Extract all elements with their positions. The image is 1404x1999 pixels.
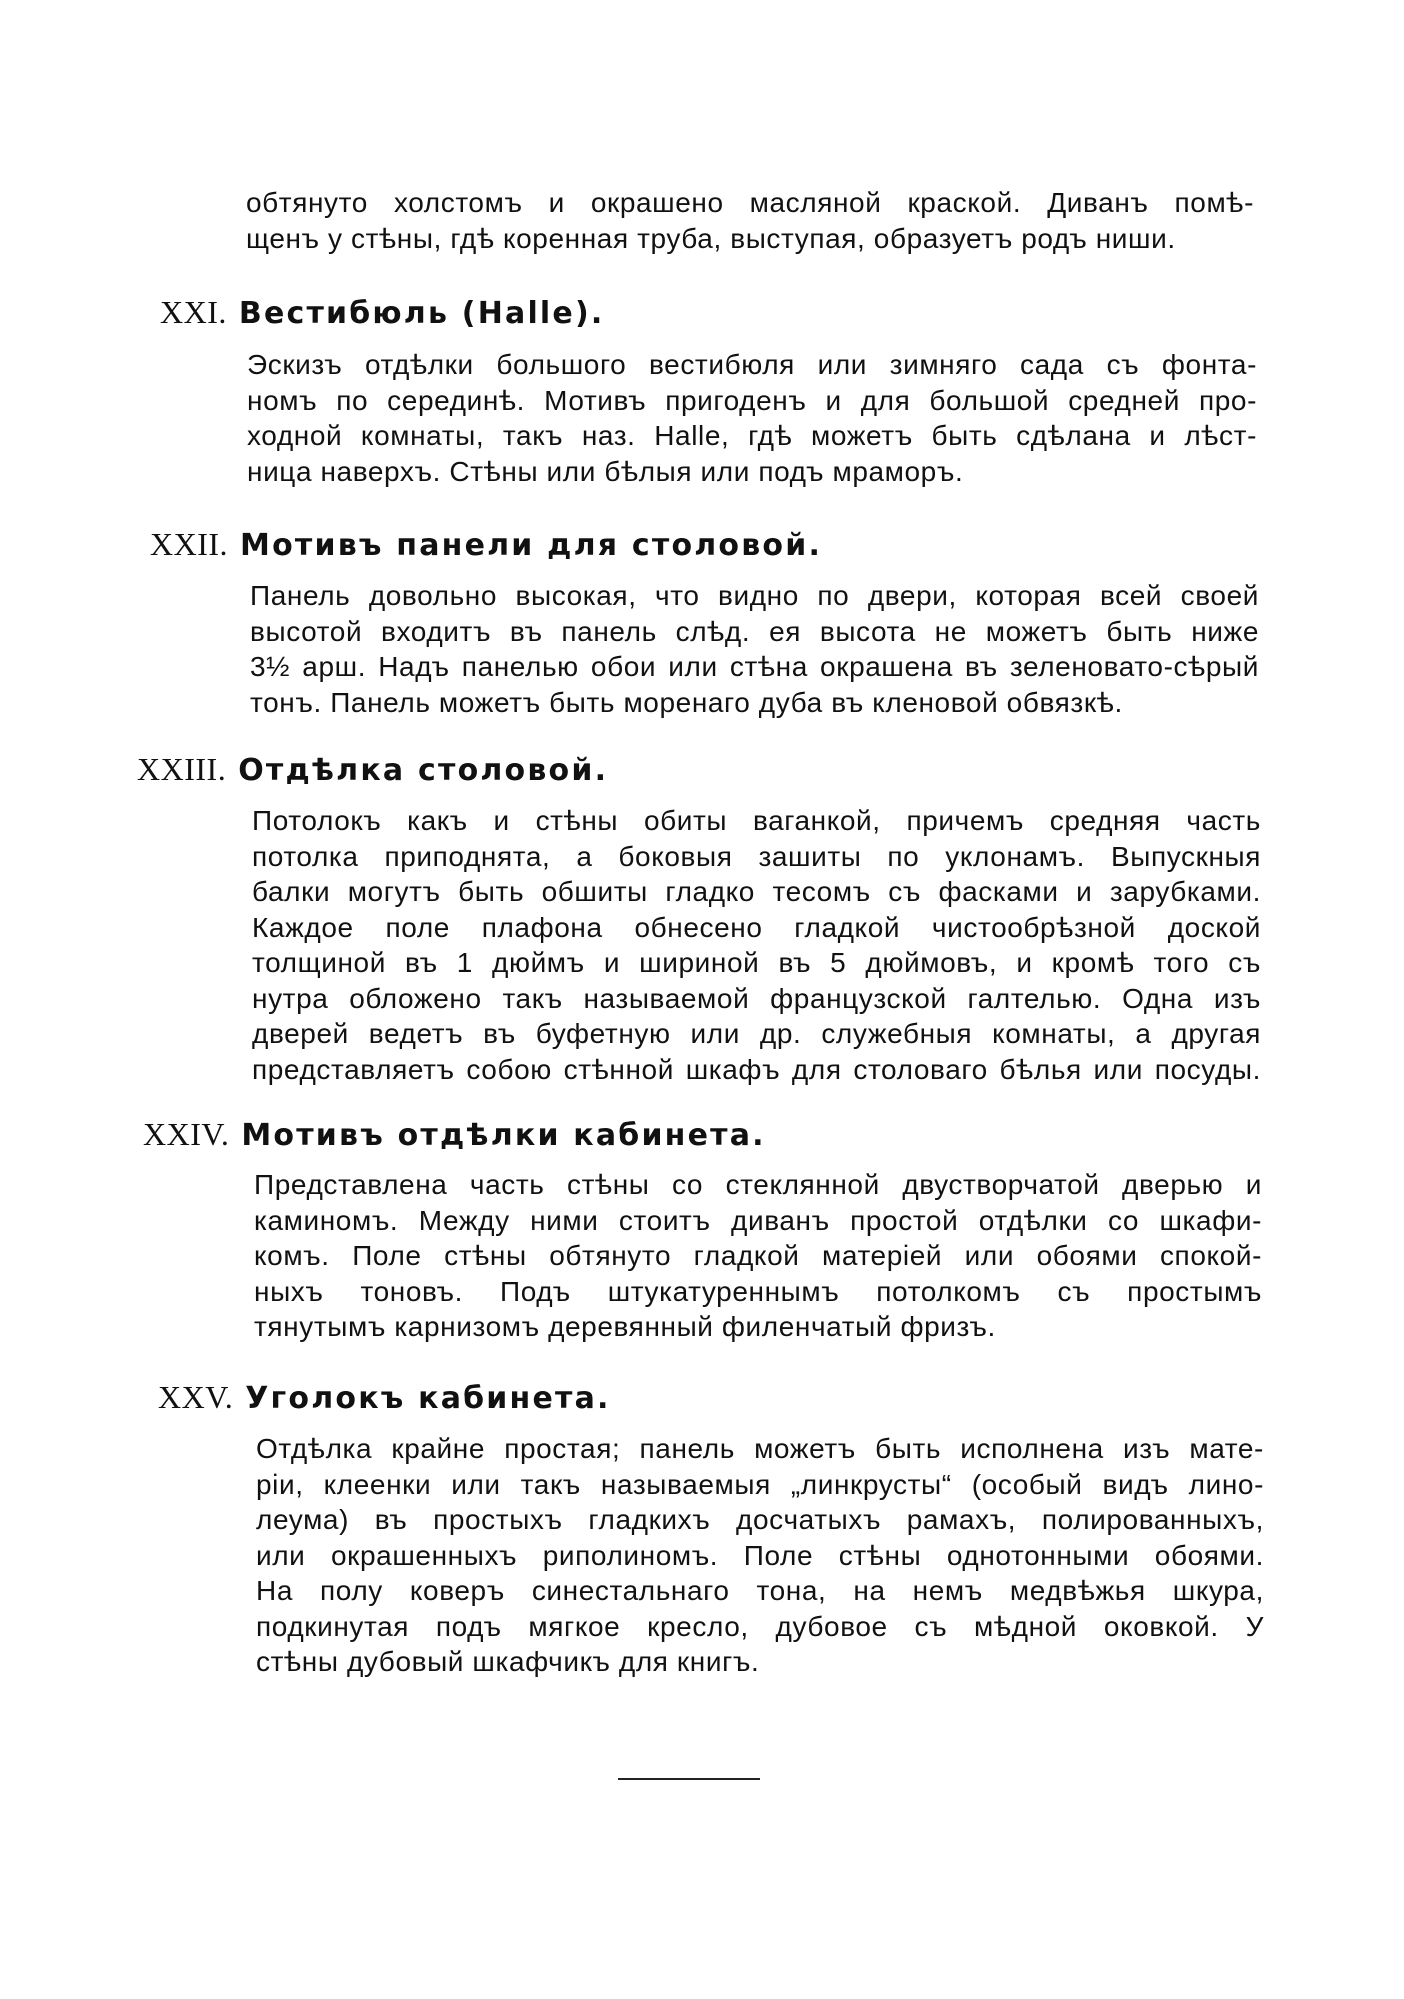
text-line: дверей ведетъ въ буфетную или др. служебныя комнаты, а другая — [252, 1018, 1261, 1049]
text-line: комъ. Поле стѣны обтянуто гладкой матеріей или обоями спокой- — [254, 1240, 1262, 1271]
section-numeral: XXI. — [160, 294, 227, 330]
text-line: ница наверхъ. Стѣны или бѣлыя или подъ мраморъ. — [247, 455, 964, 487]
section-paragraph-xxi — [247, 347, 1257, 489]
text-line: представляетъ собою стѣнной шкафъ для столоваго бѣлья или посуды. — [252, 1053, 1261, 1085]
section-numeral: XXIII. — [137, 751, 227, 787]
section-paragraph-xxv — [256, 1431, 1264, 1680]
section-heading-xxv — [158, 1379, 611, 1416]
section-numeral: XXIV. — [143, 1116, 230, 1152]
text-line: толщиной въ 1 дюймъ и шириной въ 5 дюймовъ, и кромѣ того съ — [252, 947, 1261, 978]
text-line: тянутымъ карнизомъ деревянный филенчатый фризъ. — [254, 1311, 996, 1342]
text-line: номъ по серединѣ. Мотивъ пригоденъ и для большой средней про- — [247, 384, 1257, 416]
section-paragraph-xxiv — [254, 1167, 1262, 1345]
section-title: Мотивъ панели для столовой. — [240, 528, 823, 563]
text-line: подкинутая подъ мягкое кресло, дубовое съ мѣдной оковкой. У — [256, 1610, 1264, 1642]
intro-paragraph — [246, 185, 1254, 256]
section-heading-xxiv — [143, 1116, 766, 1153]
text-line: Панель довольно высокая, что видно по двери, которая всей своей — [250, 580, 1259, 611]
text-line: щенъ у стѣны, гдѣ коренная труба, выступая, образуетъ родъ ниши. — [246, 222, 1176, 254]
text-line: каминомъ. Между ними стоитъ диванъ простой отдѣлки со шкафи- — [254, 1204, 1262, 1236]
section-heading-xxi — [160, 294, 604, 331]
section-numeral: XXV. — [158, 1379, 234, 1415]
text-line: Каждое поле плафона обнесено гладкой чистообрѣзной доской — [252, 911, 1261, 943]
text-line: ныхъ тоновъ. Подъ штукатуреннымъ потолкомъ съ простымъ — [254, 1275, 1262, 1307]
end-divider — [618, 1778, 760, 1780]
text-line: потолка приподнята, а боковыя зашиты по уклонамъ. Выпускныя — [252, 840, 1261, 872]
section-title: Вестибюль (Halle). — [238, 296, 605, 331]
section-title: Отдѣлка столовой. — [238, 753, 609, 788]
text-line: На полу коверъ синестальнаго тона, на немъ медвѣжья шкура, — [256, 1575, 1264, 1606]
text-line: ріи, клеенки или такъ называемыя „линкрусты“ (особый видъ лино- — [256, 1468, 1264, 1500]
text-line: тонъ. Панель можетъ быть моренаго дуба въ кленовой обвязкѣ. — [250, 686, 1123, 718]
text-line: леума) въ простыхъ гладкихъ досчатыхъ рамахъ, полированныхъ, — [256, 1504, 1264, 1535]
text-line: Представлена часть стѣны со стеклянной двустворчатой дверью и — [254, 1169, 1262, 1200]
section-paragraph-xxii — [250, 578, 1259, 720]
text-line: стѣны дубовый шкафчикъ для книгъ. — [256, 1646, 760, 1677]
text-line: 3½ арш. Надъ панелью обои или стѣна окрашена въ зеленовато-сѣрый — [250, 651, 1259, 682]
section-paragraph-xxiii — [252, 803, 1261, 1087]
text-line: высотой входитъ въ панель слѣд. ея высота не можетъ быть ниже — [250, 615, 1259, 647]
text-line: Отдѣлка крайне простая; панель можетъ быть исполнена изъ мате- — [256, 1433, 1264, 1464]
section-title: Мотивъ отдѣлки кабинета. — [241, 1118, 766, 1153]
text-line: или окрашенныхъ риполиномъ. Поле стѣны однотонными обоями. — [256, 1539, 1264, 1571]
section-heading-xxiii — [137, 751, 608, 788]
text-line: нутра обложено такъ называемой французской галтелью. Одна изъ — [252, 982, 1261, 1014]
text-line: ходной комнаты, такъ наз. Halle, гдѣ можетъ быть сдѣлана и лѣст- — [247, 420, 1257, 451]
text-line: Потолокъ какъ и стѣны обиты ваганкой, причемъ средняя часть — [252, 805, 1261, 836]
section-numeral: XXII. — [150, 526, 229, 562]
section-heading-xxii — [150, 526, 822, 563]
text-line: балки могутъ быть обшиты гладко тесомъ съ фасками и зарубками. — [252, 876, 1261, 907]
text-line: обтянуто холстомъ и окрашено масляной краской. Диванъ помѣ- — [246, 187, 1254, 218]
section-title: Уголокъ кабинета. — [245, 1381, 611, 1416]
text-line: Эскизъ отдѣлки большого вестибюля или зимняго сада съ фонта- — [247, 349, 1257, 380]
